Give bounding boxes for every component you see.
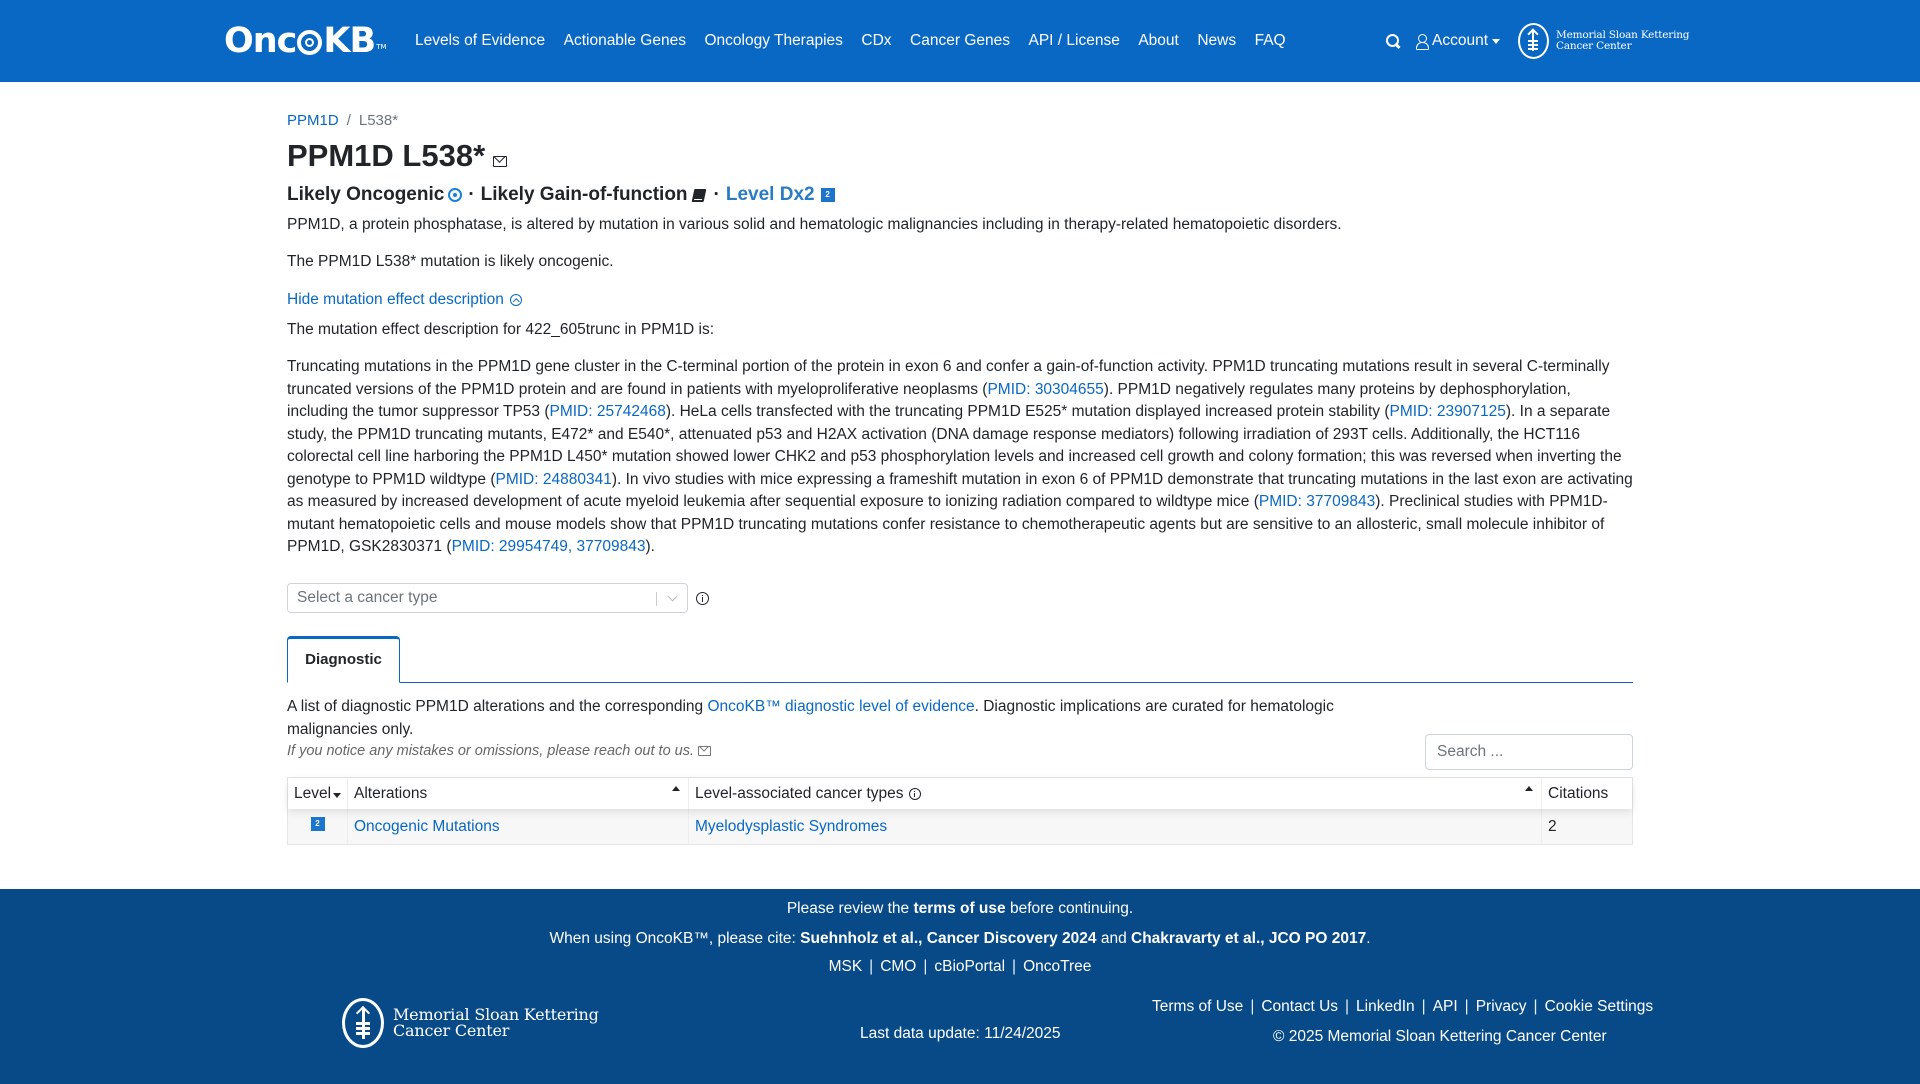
variant-annotation-summary [287, 184, 835, 206]
footer-link-terms[interactable]: Terms of Use [1152, 998, 1244, 1015]
breadcrumb-separator: / [346, 112, 351, 129]
pmid-link[interactable]: PMID: 23907125 [1389, 403, 1506, 420]
info-icon [909, 788, 921, 800]
select-placeholder: Select a cancer type [297, 589, 438, 606]
main-nav [415, 0, 1304, 82]
nav-cancer-genes[interactable]: Cancer Genes [910, 32, 1010, 49]
page-title-text: PPM1D L538* [287, 138, 486, 173]
nav-right [1385, 0, 1689, 82]
footer-msk-logo[interactable] [342, 998, 599, 1048]
level-2-icon: 2 [311, 817, 325, 831]
pmid-link[interactable]: PMID: 25742468 [549, 403, 666, 420]
citation-link-2[interactable]: Chakravarty et al., JCO PO 2017 [1131, 930, 1367, 947]
toggle-mutation-effect[interactable] [287, 289, 522, 312]
top-navbar [0, 0, 1920, 82]
table-row [288, 809, 1632, 844]
sort-desc-icon [333, 793, 341, 798]
citation-notice: When using OncoKB™, please cite: Suehnholz et al., Cancer Discovery 2024 and Chakravarty et al., JCO PO 2017. [549, 930, 1371, 947]
pmid-link[interactable]: PMID: 24880341 [495, 470, 612, 488]
nav-faq[interactable]: FAQ [1254, 32, 1286, 49]
nav-oncology-therapies[interactable]: Oncology Therapies [704, 32, 843, 49]
mutation-effect-description: Truncating mutations in the PPM1D gene cluster in the C-terminal portion of the protein in exon 6 and confer a gain-of-function activity. PPM1D truncating mutations result in several C-terminally truncated versions of the PPM1D protein and are found in patients with myeloproliferative neoplasms (PMID: 30304655). PPM1D negatively regulates many proteins by dephosphorylation, including the tumor suppressor TP53 (PMID: 25742468). HeLa cells transfected with the truncating PPM1D E525* mutation displayed increased protein stability (PMID: 23907125). In a separate study, the PPM1D truncating mutants, E472* and E540*, attenuated p53 and H2AX activation (DNA damage response mediators) following irradiation of 293T cells. Additionally, the HCT116 colorectal cell line harboring the PPM1D L450* mutation showed lower CHK2 and p53 phosphorylation levels and increased cell growth and colony formation; this was reversed when inverting the genotype to PPM1D wildtype (PMID: 24880341). In vivo studies with mice expressing a frameshift mutation in exon 6 of PPM1D demonstrate that truncating mutations in the last exon are activating as measured by increased development of acute myeloid leukemia after sequential exposure to ionizing radiation compared to wildtype mice (PMID: 37709843). Preclinical studies with PPM1D-mutant hematopoietic cells and mouse models show that PPM1D truncating mutations confer resistance to chemotherapeutic agents but are sensitive to an allosteric, small molecule inhibitor of PPM1D, GSK2830371 (PMID: 29954749, 37709843). [287, 358, 1633, 555]
footer-link-linkedin[interactable]: LinkedIn [1356, 998, 1415, 1015]
breadcrumb-gene-link[interactable]: PPM1D [287, 112, 339, 129]
feedback-note[interactable]: If you notice any mistakes or omissions, please reach out to us. [287, 743, 711, 759]
alteration-link[interactable]: Oncogenic Mutations [354, 817, 500, 835]
separator: · [468, 184, 475, 205]
effect-intro: The mutation effect description for 422_605trunc in PPM1D is: [287, 321, 715, 338]
mail-icon[interactable] [493, 156, 507, 167]
search-icon[interactable] [1385, 33, 1401, 49]
footer-links: Terms of Use | Contact Us | LinkedIn | API | Privacy | Cookie Settings [1152, 998, 1654, 1015]
column-header-citations[interactable]: Citations [1548, 784, 1609, 802]
footer-link-cbioportal[interactable]: cBioPortal [934, 958, 1006, 975]
toggle-label: Hide mutation effect description [287, 291, 504, 308]
logo-text-left: Onc [224, 21, 297, 61]
nav-about[interactable]: About [1138, 32, 1179, 49]
resource-links: MSK | CMO | cBioPortal | OncoTree [828, 958, 1092, 975]
diagnostic-description: A list of diagnostic PPM1D alterations and the corresponding OncoKB™ diagnostic level of evidence. Diagnostic implications are curated for hematologic malignancies only. [287, 698, 1334, 738]
footer-link-oncotree[interactable]: OncoTree [1023, 958, 1092, 975]
nav-api-license[interactable]: API / License [1028, 32, 1120, 49]
msk-logo-text: Memorial Sloan Kettering Cancer Center [1556, 29, 1690, 52]
cancer-type-select-row [287, 583, 709, 613]
search-placeholder: Search ... [1437, 743, 1504, 760]
column-header-alterations[interactable]: Alterations [348, 778, 689, 809]
pmid-link[interactable]: PMID: 37709843 [1258, 493, 1376, 510]
terms-notice: Please review the terms of use before continuing. [786, 900, 1134, 917]
cancer-type-select[interactable] [287, 583, 688, 613]
user-icon [1416, 34, 1428, 49]
cancer-type-link[interactable]: Myelodysplastic Syndromes [695, 817, 888, 835]
footer-link-msk[interactable]: MSK [828, 958, 863, 975]
column-header-cancer-types[interactable]: Level-associated cancer types [689, 778, 1542, 809]
footer-link-api[interactable]: API [1432, 998, 1458, 1015]
sort-asc-icon [1525, 786, 1533, 791]
nav-actionable-genes[interactable]: Actionable Genes [563, 32, 686, 49]
separator: · [713, 184, 720, 205]
mutation-effect-label: Likely Gain-of-function [480, 184, 688, 205]
mail-icon [698, 746, 711, 756]
book-icon [691, 189, 706, 202]
msk-emblem-icon [342, 998, 384, 1048]
pmid-link[interactable]: PMID: 29954749, 37709843 [451, 538, 646, 555]
target-icon [297, 30, 322, 55]
cell-alteration [348, 809, 689, 844]
pmid-link[interactable]: PMID: 30304655 [987, 380, 1104, 398]
breadcrumb-alteration: L538* [358, 112, 399, 129]
oncokb-logo[interactable] [224, 20, 387, 68]
chevron-up-circle-icon [510, 294, 522, 306]
cell-level [288, 809, 348, 844]
page-title [287, 138, 507, 174]
nav-levels-of-evidence[interactable]: Levels of Evidence [415, 32, 546, 49]
nav-news[interactable]: News [1197, 32, 1237, 49]
gene-summary: PPM1D, a protein phosphatase, is altered by mutation in various solid and hematologic malignancies including in therapy-related hematopoietic disorders. [287, 216, 1342, 233]
cell-citations[interactable]: 2 [1548, 817, 1557, 835]
copyright: © 2025 Memorial Sloan Kettering Cancer Center [1273, 1028, 1607, 1045]
logo-text-right: KB [323, 21, 376, 61]
breadcrumb [287, 112, 398, 129]
table-search-input[interactable] [1425, 734, 1633, 770]
tab-diagnostic[interactable]: Diagnostic [287, 636, 400, 683]
caret-down-icon [1492, 39, 1500, 44]
sort-asc-icon [672, 786, 680, 791]
diagnostic-table [287, 777, 1633, 845]
msk-logo-text: Memorial Sloan Kettering Cancer Center [393, 1005, 599, 1040]
oncogenic-icon [448, 188, 462, 202]
msk-logo[interactable] [1518, 23, 1689, 59]
variant-summary: The PPM1D L538* mutation is likely oncogenic. [287, 253, 614, 270]
account-label: Account [1432, 32, 1489, 49]
cell-cancer-type [689, 809, 1542, 844]
citation-link-1[interactable]: Suehnholz et al., Cancer Discovery 2024 [800, 930, 1097, 947]
diagnostic-level-link[interactable]: OncoKB™ diagnostic level of evidence [707, 698, 975, 715]
terms-of-use-link[interactable]: terms of use [913, 900, 1006, 917]
oncogenicity-label: Likely Oncogenic [287, 184, 445, 205]
footer-link-cmo[interactable]: CMO [880, 958, 917, 975]
footer-link-privacy[interactable]: Privacy [1475, 998, 1527, 1015]
footer-link-cookie-settings[interactable]: Cookie Settings [1544, 998, 1654, 1015]
footer [0, 889, 1920, 1084]
trademark: TM [376, 43, 387, 51]
select-divider [656, 592, 657, 606]
msk-emblem-icon [1518, 23, 1549, 59]
level-dx2-icon: 2 [821, 188, 835, 202]
info-icon[interactable] [696, 592, 709, 605]
last-data-update: Last data update: 11/24/2025 [860, 1025, 1061, 1042]
account-dropdown[interactable] [1416, 32, 1500, 50]
footer-link-contact[interactable]: Contact Us [1261, 998, 1339, 1015]
table-header [288, 778, 1632, 809]
chevron-down-icon [668, 592, 678, 602]
nav-cdx[interactable]: CDx [861, 32, 892, 49]
level-link[interactable]: Level Dx2 [725, 184, 815, 205]
tab-bar [287, 636, 1633, 683]
column-header-level[interactable]: Level [288, 778, 348, 809]
